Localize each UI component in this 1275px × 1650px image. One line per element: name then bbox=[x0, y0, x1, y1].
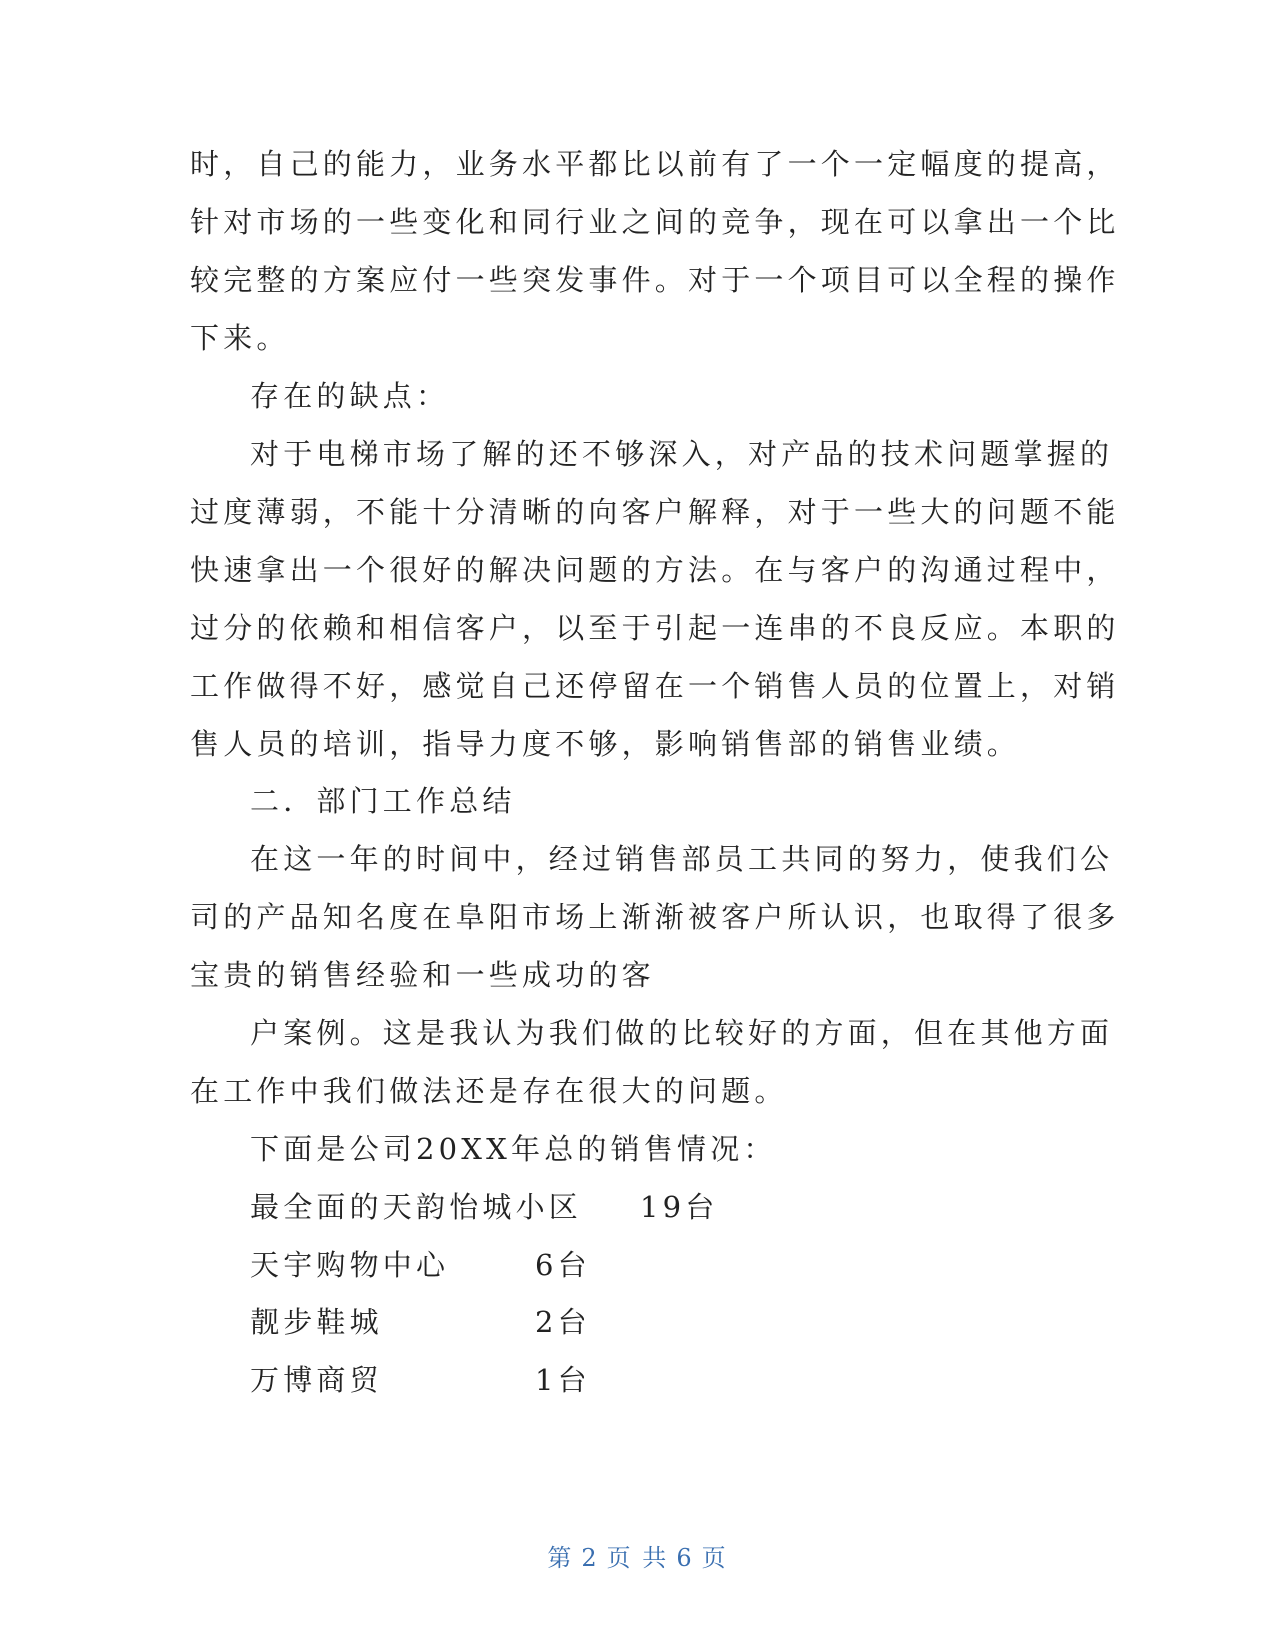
page-footer bbox=[0, 1538, 1275, 1573]
paragraph-line: 户案例。这是我认为我们做的比较好的方面，但在其他方面 bbox=[250, 1016, 1114, 1050]
sales-row bbox=[250, 1245, 591, 1285]
paragraph-line: 下来。 bbox=[190, 321, 290, 355]
paragraph-line: 对于电梯市场了解的还不够深入，对产品的技术问题掌握的 bbox=[250, 437, 1114, 471]
sales-project-name: 天宇购物中心 bbox=[250, 1248, 450, 1282]
footer-suffix: 页 bbox=[701, 1544, 728, 1572]
paragraph-line: 较完整的方案应付一些突发事件。对于一个项目可以全程的操作 bbox=[190, 263, 1120, 297]
paragraph-line: 工作做得不好，感觉自己还停留在一个销售人员的位置上，对销 bbox=[190, 669, 1120, 703]
sales-quantity: 2台 bbox=[535, 1305, 591, 1339]
section-heading: 二．部门工作总结 bbox=[250, 784, 516, 818]
shortcomings-heading: 存在的缺点： bbox=[250, 379, 450, 413]
paragraph-line: 过度薄弱，不能十分清晰的向客户解释，对于一些大的问题不能 bbox=[190, 495, 1120, 529]
paragraph-line: 针对市场的一些变化和同行业之间的竞争，现在可以拿出一个比 bbox=[190, 205, 1120, 239]
sales-quantity: 1台 bbox=[535, 1363, 591, 1397]
sales-row bbox=[250, 1360, 591, 1400]
sales-project-name: 最全面的天韵怡城小区 bbox=[250, 1190, 583, 1224]
paragraph-line: 快速拿出一个很好的解决问题的方法。在与客户的沟通过程中， bbox=[190, 553, 1120, 587]
sales-intro: 下面是公司20XX年总的销售情况： bbox=[250, 1132, 777, 1166]
sales-project-name: 靓步鞋城 bbox=[250, 1305, 383, 1339]
sales-row bbox=[250, 1302, 591, 1342]
sales-quantity: 19台 bbox=[640, 1190, 719, 1224]
paragraph-line: 时，自己的能力，业务水平都比以前有了一个一定幅度的提高， bbox=[190, 147, 1120, 181]
footer-mid: 页 共 bbox=[606, 1544, 669, 1572]
paragraph-line: 司的产品知名度在阜阳市场上渐渐被客户所认识，也取得了很多 bbox=[190, 900, 1120, 934]
sales-project-name: 万博商贸 bbox=[250, 1363, 383, 1397]
paragraph-line: 宝贵的销售经验和一些成功的客 bbox=[190, 958, 655, 992]
paragraph-line: 在工作中我们做法还是存在很大的问题。 bbox=[190, 1074, 788, 1108]
current-page-number: 2 bbox=[581, 1544, 599, 1572]
paragraph-line: 售人员的培训，指导力度不够，影响销售部的销售业绩。 bbox=[190, 727, 1021, 761]
paragraph-line: 在这一年的时间中，经过销售部员工共同的努力，使我们公 bbox=[250, 842, 1114, 876]
paragraph-line: 过分的依赖和相信客户，以至于引起一连串的不良反应。本职的 bbox=[190, 611, 1120, 645]
sales-quantity: 6台 bbox=[535, 1248, 591, 1282]
sales-row bbox=[250, 1187, 719, 1227]
total-page-count: 6 bbox=[676, 1544, 694, 1572]
footer-prefix: 第 bbox=[547, 1544, 574, 1572]
